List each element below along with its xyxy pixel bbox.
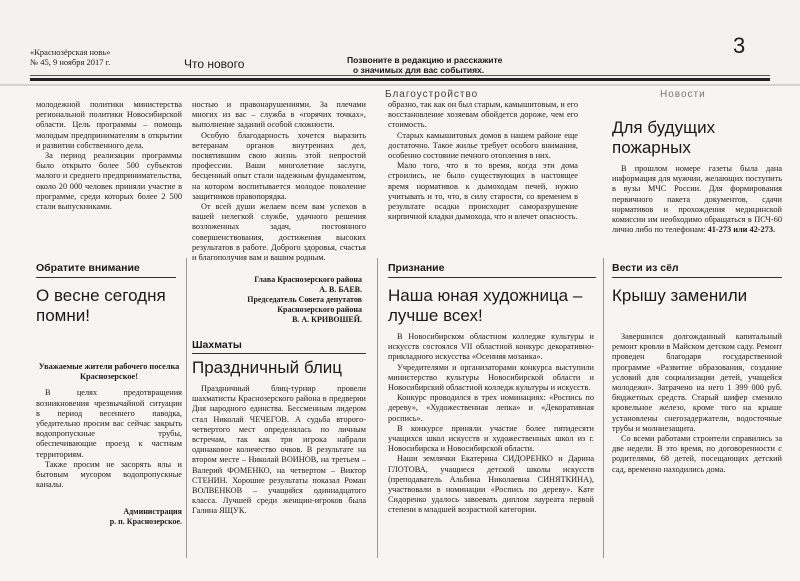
- fire-article: [612, 164, 782, 235]
- signature-line: В. А. КРИВОШЕЙ.: [292, 315, 362, 324]
- signature-line: Глава Краснозерского района: [254, 275, 362, 284]
- paragraph: Конкурс проводился в трех номинациях: «Роспись по дереву», «Художественная лепка» и «Декоративная роспись».: [388, 393, 594, 423]
- paragraph: Завершился долгожданный капитальный ремонт кровли в Майском детском саду. Ремонт проведен благодаря государственной программе «Развитие образования, создание условий для социализации детей, учащейся молодежи». Затрачено на него 1 399 000 руб. бюджетных средств. Старый шифер сменило кровельное железо, кроме того на крыше установлены снегозадержатели, водосточные трубы и молниезащита.: [612, 332, 782, 433]
- village-rubric: Вести из сёл: [612, 262, 679, 274]
- paragraph: В конкурсе приняли участие более пятидесяти учащихся школ искусств и художественных школ из г. Новосибирска и Новосибирской области.: [388, 423, 594, 454]
- rubric-underline: [192, 353, 366, 354]
- notice-signature: [36, 507, 182, 527]
- notice-greeting: Уважаемые жители рабочего поселка Краснозерское!: [38, 362, 180, 382]
- notice-rubric: Обратите внимание: [36, 262, 140, 274]
- call-line-2: о значимых для вас событиях.: [353, 65, 485, 75]
- underlying-page-heading: Благоустройство: [385, 89, 479, 100]
- rubric-underline: [388, 277, 596, 278]
- underlying-page-heading-right: Новости: [660, 89, 706, 100]
- paragraph: Учредителями и организаторами конкурса выступили министерство культуры Новосибирской области и Новосибирский областной колледж культуры и искусств.: [388, 362, 594, 393]
- paragraph: Также просим не засорять ялы и бытовым мусором водопропускные каналы.: [36, 459, 182, 490]
- notice-headline: О весне сегодня помни!: [36, 286, 166, 325]
- signature-line: р. п. Краснозерское.: [109, 517, 182, 526]
- signature-block: [200, 275, 362, 325]
- chess-text: Праздничный блиц-турнир провели шахматисты Краснозерского района в предверии Дня народного единства. Бессменным лидером стал Николай ЧЕЧЕГОВ. А судьба второго-четвертого мест определялась по личным встречам, так как три игрока набрали одинаковое количество очков. В результате на втором месте – Николай ВОИНОВ, на третьем – Валерий ФОМЕНКО, на четвертом – Виктор СТЕНИН. Хорошие результаты показал Роман ВОЛВЕНКОВ – учащийся одиннадцатого класса. Лучшей среди женщин-игроков была Галина ЯЩУК.: [192, 384, 366, 516]
- paragraph: молодежной политики министерства региональной политики Новосибирской области. Цель программы – помощь молодым предпринимателям в открытии и развитии собственного дела.: [36, 100, 182, 150]
- rubric-underline: [612, 277, 782, 278]
- chess-rubric: Шахматы: [192, 339, 242, 351]
- section-title: Что нового: [184, 57, 245, 71]
- header-rule-thin: [30, 75, 770, 76]
- village-headline: Крышу заменили: [612, 286, 748, 305]
- signature-line: Краснозерского района: [277, 305, 362, 314]
- newspaper-name: [30, 47, 110, 67]
- column-divider: [186, 258, 187, 558]
- chess-headline: Праздничный блиц: [192, 358, 342, 377]
- art-rubric: Признание: [388, 262, 445, 274]
- issue-date: № 45, 9 ноября 2017 г.: [30, 57, 111, 67]
- paragraph: образно, так как он был старым, камышитовым, и его восстановление хозяевам обойдется дороже, чем его стоимость.: [388, 100, 578, 130]
- newspaper-title: «Краснозёрская новь»: [30, 47, 111, 57]
- paragraph: Старых камышитовых домов в нашем районе еще достаточно. Такое жилье требует особого внимания, особенно состояние печного отопления в них.: [388, 130, 578, 161]
- call-line-1: Позвоните в редакцию и расскажите: [347, 55, 503, 65]
- paragraph: В Новосибирском областном колледже культуры и искусств состоялся VII областной конкурс декоративно-прикладного искусства «Осенняя мозаика».: [388, 332, 594, 362]
- fire-text: В прошлом номере газеты была дана информация для мужчин, желающих поступить в вузы МЧС России. Для формирования первичного пакета документов, сдачи нормативов и прохождения медицинской комиссии им необходимо обращаться в ПСЧ-60 лично либо по телефонам:: [612, 164, 782, 235]
- column-1-top: [36, 100, 182, 212]
- village-article: [612, 332, 782, 475]
- header-rule: [30, 78, 770, 81]
- column-3-top: [388, 100, 578, 222]
- fire-headline: Для будущих пожарных: [612, 118, 716, 157]
- paragraph: Мало того, что в то время, когда эти дома строились, не было существующих в настоящее время нормативов к дымоходам печей, нужно учитывать и то, что, в силу старости, со временем в результате осадки происходит саморазрушение кирпичной кладки дымохода, что и влечет опасность.: [388, 161, 578, 222]
- column-divider: [377, 258, 378, 558]
- paragraph: Наши землячки Екатерина СИДОРЕНКО и Дарина ГЛОТОВА, учащиеся детской школы искусств (преподаватель Альбина Николаевна СИНЯТКИНА), участвовали в номинации «Роспись по дереву». Кате Сидоренко удалось завоевать диплом лауреата первой степени в младшей возрастной категории.: [388, 454, 594, 515]
- art-article: [388, 332, 594, 516]
- rubric-underline: [36, 277, 176, 278]
- art-headline: Наша юная художница – лучше всех!: [388, 286, 583, 325]
- signature-line: Администрация: [123, 507, 182, 516]
- paragraph: От всей души желаем всем вам успехов в вашей нелегкой службе, удачного решения возложенных задач, постоянного совершенствования, достижения высоких результатов в работе. Доброго здоровья, счастья и благополучия вам и вашим родным.: [192, 202, 366, 263]
- paragraph: В целях предотвращения возникновения чрезвычайной ситуации в период весеннего паводка, убедительно просим вас сейчас закрыть водопропускные трубы, обеспечивающие проезд к частным территориям.: [36, 388, 182, 459]
- paragraph: За период реализации программы было открыто более 500 субъектов малого и среднего предпринимательства, около 20 000 человек приняли участие в программе, среди которых более 2 500 стали выпускниками.: [36, 151, 182, 212]
- editorial-call: [347, 55, 557, 75]
- column-2-top: [192, 100, 366, 263]
- chess-article: [192, 384, 366, 517]
- signature-line: Председатель Совета депутатов: [247, 295, 362, 304]
- notice-article: [36, 362, 182, 490]
- column-divider: [603, 258, 604, 558]
- paragraph: ностью и правонарушениями. За плечами многих из вас – служба в «горячих точках», выполнение заданий особой сложности.: [192, 100, 366, 130]
- paragraph: Со всеми работами строители справились за две недели. В это время, по договоренности с родителями, 68 детей, посещающих детский сад, временно находились дома.: [612, 434, 782, 474]
- signature-line: А. В. БАЕВ.: [319, 285, 362, 294]
- paragraph: Особую благодарность хочется выразить ветеранам органов внутренних дел, посвятившим свою жизнь этой непростой профессии. Ваши многолетние заслуги, бесценный опыт стали надежным фундаментом, на котором воспитывается молодое поколение защитников правопорядка.: [192, 130, 366, 201]
- fire-phones: 41-273 или 42-273.: [707, 225, 776, 235]
- page-number: 3: [733, 33, 746, 58]
